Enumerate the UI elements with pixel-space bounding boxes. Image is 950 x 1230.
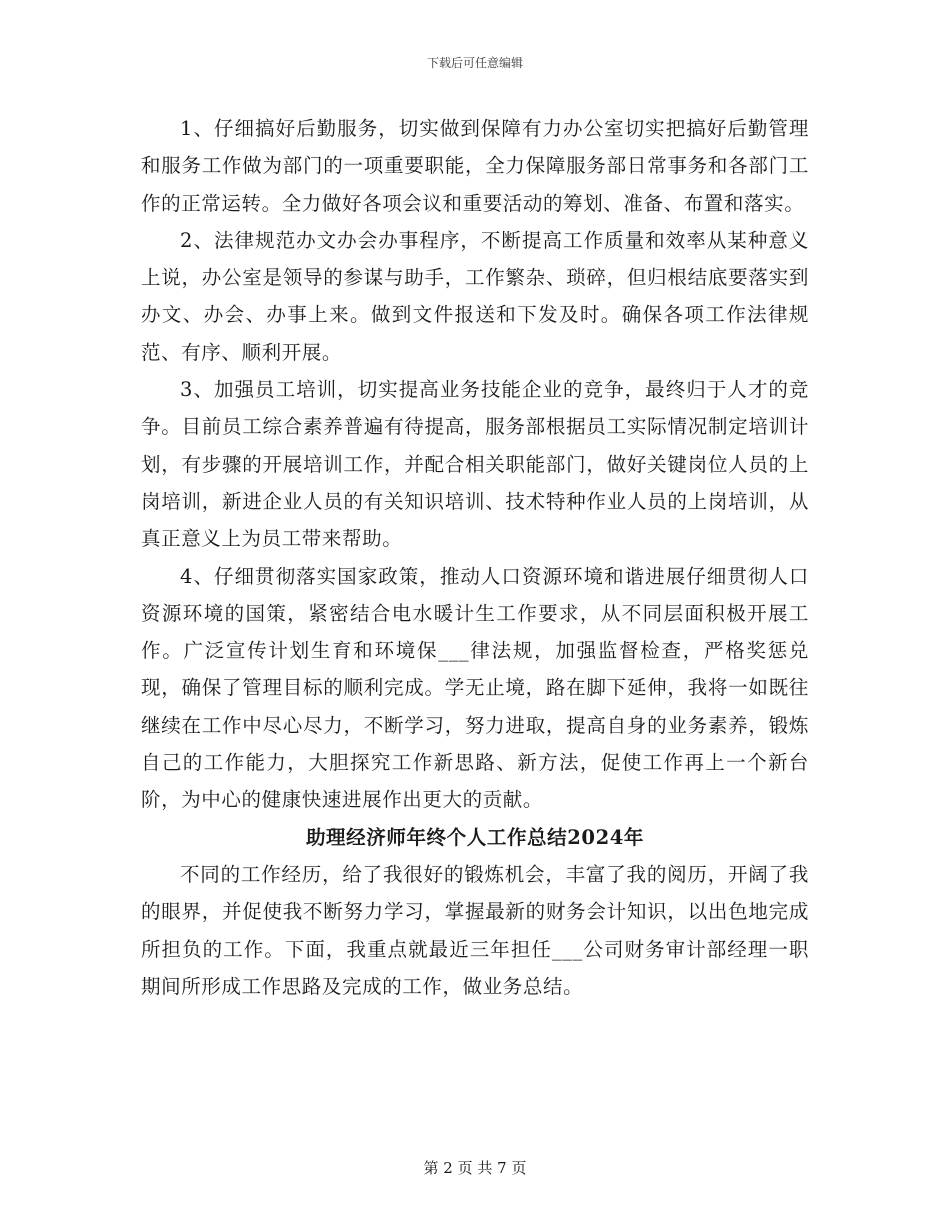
paragraph-3: 3、加强员工培训，切实提高业务技能企业的竞争，最终归于人才的竞争。目前员工综合素养普遍有待提高，服务部根据员工实际情况制定培训计划，有步骤的开展培训工作，并配合相关职能部门，做好关键岗位人员的上岗培训，新进企业人员的有关知识培训、技术特种作业人员的上岗培训，从真正意义上为员工带来帮助。: [141, 378, 809, 551]
document-body: [141, 110, 809, 1005]
paragraph-4: 4、仔细贯彻落实国家政策，推动人口资源环境和谐进展仔细贯彻人口资源环境的国策，紧密结合电水暖计生工作要求，从不同层面积极开展工作。广泛宣传计划生育和环境保___律法规，加强监督检查，严格奖惩兑现，确保了管理目标的顺利完成。学无止境，路在脚下延伸，我将一如既往继续在工作中尽心尽力，不断学习，努力进取，提高自身的业务素养，锻炼自己的工作能力，大胆探究工作新思路、新方法，促使工作再上一个新台阶，为中心的健康快速进展作出更大的贡献。: [141, 564, 809, 812]
section-title: 助理经济师年终个人工作总结2024年: [305, 825, 645, 849]
page-header: 下载后可任意编辑: [426, 56, 523, 70]
section-paragraph: 不同的工作经历，给了我很好的锻炼机会，丰富了我的阅历，开阔了我的眼界，并促使我不断努力学习，掌握最新的财务会计知识，以出色地完成所担负的工作。下面，我重点就最近三年担任___公司财务审计部经理一职期间所形成工作思路及完成的工作，做业务总结。: [141, 862, 809, 998]
paragraph-1: 1、仔细搞好后勤服务，切实做到保障有力办公室切实把搞好后勤管理和服务工作做为部门的一项重要职能，全力保障服务部日常事务和各部门工作的正常运转。全力做好各项会议和重要活动的筹划、准备、布置和落实。: [141, 117, 809, 215]
page-footer: 第 2 页 共 7 页: [423, 1159, 527, 1177]
paragraph-2: 2、法律规范办文办会办事程序，不断提高工作质量和效率从某种意义上说，办公室是领导的参谋与助手，工作繁杂、琐碎，但归根结底要落实到办文、办会、办事上来。做到文件报送和下发及时。确保各项工作法律规范、有序、顺利开展。: [141, 228, 809, 364]
